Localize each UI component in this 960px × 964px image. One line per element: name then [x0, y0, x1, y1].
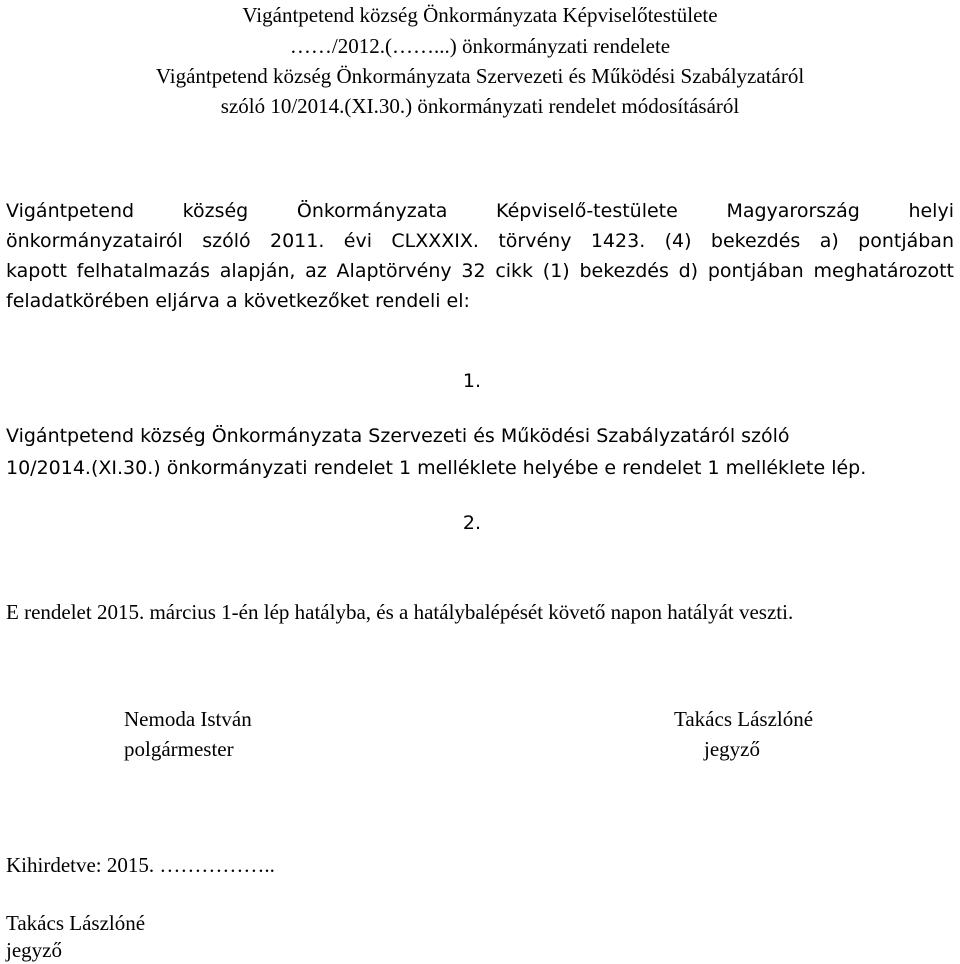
signature-left-name: Nemoda István	[124, 707, 252, 731]
section-1-heading	[0, 368, 960, 394]
signature-left-title: polgármester	[124, 737, 234, 761]
preamble-line-1: Vigántpetend község Önkormányzata Képviselő-testülete Magyarország helyi	[6, 200, 954, 222]
preamble-line-2: önkormányzatairól szóló 2011. évi CLXXXIX. törvény 1423. (4) bekezdés a) pontjában	[6, 230, 954, 252]
section-2-line-1: E rendelet 2015. március 1-én lép hatályba, és a hatálybalépését követő napon hatályát veszti.	[6, 600, 794, 624]
section-1-line-2: 10/2014.(XI.30.) önkormányzati rendelet 1 melléklete helyébe e rendelet 1 melléklete lép.	[6, 457, 867, 479]
section-1-number: 1.	[462, 370, 482, 392]
footer-name: Takács Lászlóné	[6, 911, 146, 935]
signature-right-name: Takács Lászlóné	[674, 707, 814, 731]
section-2-number: 2.	[462, 512, 482, 534]
signature-right-title: jegyző	[704, 737, 760, 761]
header-line-1: Vigántpetend község Önkormányzata Képviselőtestülete	[242, 3, 718, 27]
header-line-4: szóló 10/2014.(XI.30.) önkormányzati rendelet módosításáról	[220, 94, 740, 118]
preamble-line-4: feladatkörében eljárva a következőket rendeli el:	[6, 290, 470, 312]
preamble-line-3: kapott felhatalmazás alapján, az Alaptörvény 32 cikk (1) bekezdés d) pontjában meghatározott	[6, 260, 954, 282]
section-1-line-1: Vigántpetend község Önkormányzata Szervezeti és Működési Szabályzatáról szóló	[6, 425, 790, 447]
header-line-3: Vigántpetend község Önkormányzata Szervezeti és Működési Szabályzatáról	[155, 64, 805, 88]
footer-title: jegyző	[6, 938, 62, 962]
promulgation-date: Kihirdetve: 2015. ……………..	[6, 853, 275, 877]
section-2-heading	[0, 510, 960, 536]
header-line-2: ……/2012.(……...) önkormányzati rendelete	[289, 34, 671, 58]
